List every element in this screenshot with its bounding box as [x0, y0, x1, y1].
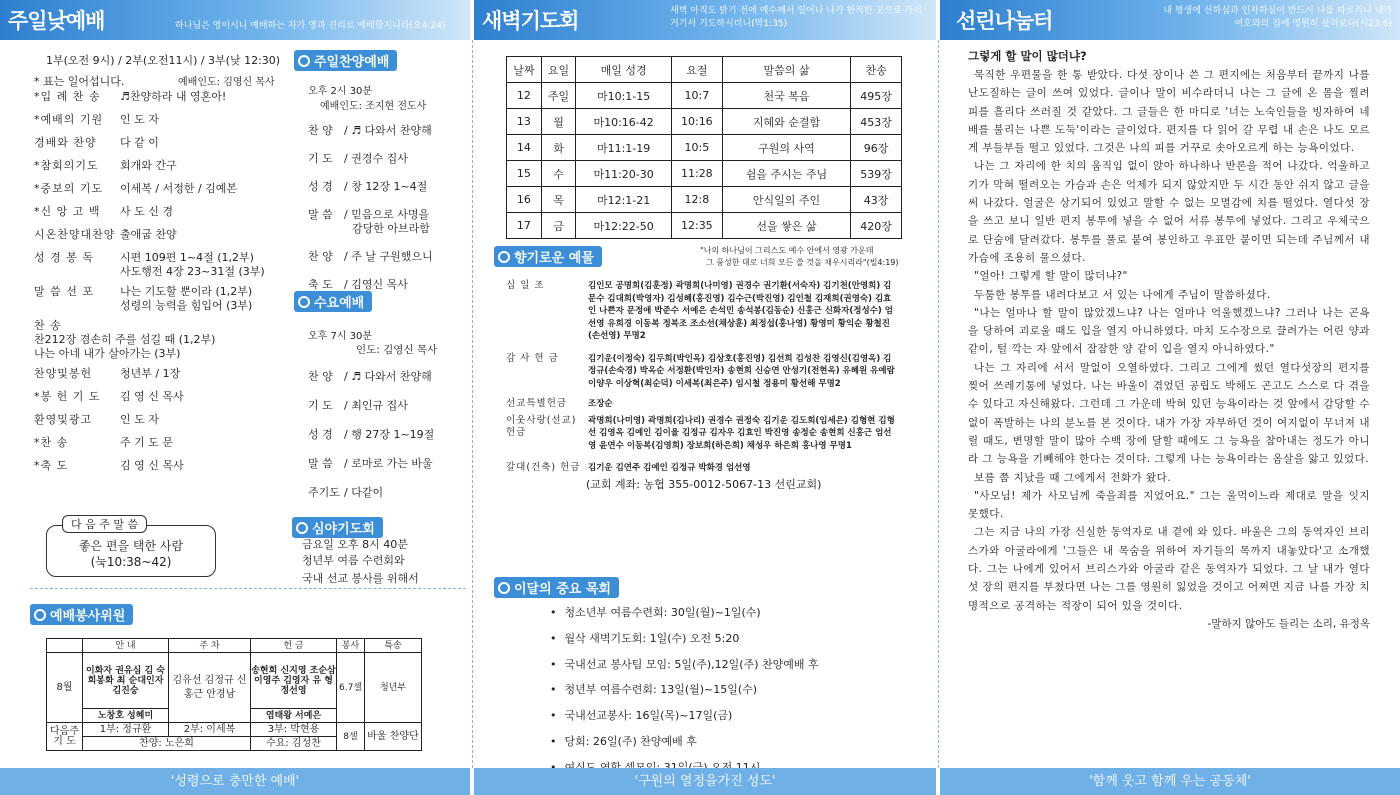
- table-cell: 마10:1-15: [576, 83, 672, 109]
- table-row: [507, 161, 902, 187]
- table-cell: 안식일의 주인: [722, 187, 850, 213]
- essay-paragraph: 나는 그 자리에 서서 말없이 오열하였다. 그리고 그에게 썼던 열다섯장의 편지를 찢어 쓰레기통에 넣었다. 나는 바울이 겪었던 공립도 박해도 곤고도 스스로 다 겪을 수 있다고 자신해왔다. 그런데 그 가운데 박혀 있던 능욕이라는 것 앞에서 감당할 수 없이 폭발하는 나의 분노를 본 것이다. 내가 가장 자부하던 것이 여지없이 무너져 내릴 때도, 변명할 말이 많아 수백 장에 달할 때에도 그 능욕을 참아내는 정도가 아니라 그 능욕을 기빼해야 한다는 것이다. 그렇게 나는 능욕이라는 옴살을 앓고 있었다.: [968, 361, 1370, 466]
- table-cell: 화: [541, 135, 576, 161]
- offering-row: [506, 415, 896, 453]
- order-row: [34, 251, 289, 279]
- volunteer-tag: 예배봉사위원: [30, 604, 133, 625]
- order-label: 찬 송: [34, 319, 62, 332]
- page-title: 주일낮예배: [8, 9, 105, 33]
- order-row: [34, 113, 289, 127]
- order-row: [34, 367, 289, 381]
- order-value-line: 나는 기도할 뿐이라 (1,2부): [120, 285, 253, 298]
- offering-category: 갈대(건축) 헌금: [506, 462, 581, 473]
- wednesday-prayer: 수요: 김성찬: [251, 737, 337, 751]
- table-row: [507, 213, 902, 239]
- table-cell: 수: [541, 161, 576, 187]
- program-value: [344, 457, 433, 471]
- guide-names: 노창호 성혜미: [83, 709, 169, 723]
- order-label: *축 도: [34, 459, 69, 472]
- offering-names: 조장순: [588, 399, 613, 409]
- program-value-line: / 주 날 구원했으니: [344, 250, 433, 263]
- verse-line: 그 풍성한 대로 너희 모든 쓸 것을 채우시리라"(빌4:19): [706, 258, 899, 267]
- night-prayer-tag: 심야기도회: [292, 517, 383, 538]
- table-cell: 쉼을 주시는 주님: [722, 161, 850, 187]
- order-row: [34, 436, 289, 450]
- program-row: [308, 208, 468, 236]
- offering-names: 김기운(이정숙) 김두희(박인옥) 김상호(홍진영) 김선희 김성찬 김영신(김영옥) 김정규(손숙경) 박옥순 서정환(박인자) 송현희 신승연 안성기(전현옥) 유혜원 유예람 이양우 이상혁(최순덕) 이세복(최은주) 임시철 정용미 황선해 무명2: [588, 353, 895, 389]
- order-row: [34, 90, 289, 104]
- program-value: [344, 250, 433, 264]
- program-label: 축 도: [308, 278, 333, 291]
- event-item: • 국내선교봉사: 16일(목)~17일(금): [550, 703, 930, 729]
- order-label: *예배의 기원: [34, 113, 104, 126]
- program-row: [308, 457, 468, 471]
- table-cell: 마10:16-42: [576, 109, 672, 135]
- event-item: • 청소년부 여름수련회: 30일(월)~1일(수): [550, 600, 930, 626]
- program-row: [308, 428, 468, 442]
- prayer-2: 2부: 이세복: [169, 723, 251, 737]
- program-value: [344, 370, 432, 384]
- service-times: 1부(오전 9시) / 2부(오전11시) / 3부(낮 12:30): [46, 54, 281, 67]
- program-label: 말 씀: [308, 457, 333, 470]
- next-week-prayer-label: 다음주 기 도: [47, 723, 83, 751]
- order-label: *중보의 기도: [34, 182, 104, 195]
- order-row: [34, 459, 289, 473]
- wednesday-time: 오후 7시 30분: [308, 331, 373, 342]
- table-cell: 15: [507, 161, 542, 187]
- order-row: [34, 228, 289, 242]
- month-cell: 8월: [47, 653, 83, 723]
- program-value: [344, 124, 432, 138]
- order-row: [34, 390, 289, 404]
- offering-names: 염태왕 서예은: [251, 709, 337, 723]
- offering-verse: [700, 245, 930, 269]
- order-value-line: 다 같 이: [120, 136, 159, 149]
- program-row: [308, 399, 468, 413]
- program-value: [344, 486, 383, 500]
- essay-paragraph: 그는 지금 나의 가장 신실한 동역자로 내 곁에 와 있다. 바울은 그의 동역자인 브리스가와 아굴라에게 '그들은 내 목숨을 위하여 자기들의 목까지 내놓았다'고 소개했다. 그는 나에게 있어서 브리스가와 아굴라 같은 동역자가 되었다. 그 날 내가 열다섯 장의 편지를 부쳤다면 나는 그를 영원히 잃었을 것이고 어쩌면 지금 나를 가장 치명적으로 공격하는 적장이 되어 있을 것이다.: [968, 526, 1370, 612]
- table-cell: 539장: [851, 161, 902, 187]
- order-label: 말 씀 선 포: [34, 285, 94, 298]
- table-cell: 10:7: [671, 83, 722, 109]
- table-cell: 마12:1-21: [576, 187, 672, 213]
- program-label: 기 도: [308, 152, 333, 165]
- offering-tag: 향기로운 예물: [494, 246, 602, 267]
- table-cell: 495장: [851, 83, 902, 109]
- offering-names: 김인모 공명희(김훈정) 곽명희(나미영) 권경수 권기환(서숙자) 김기천(안영희) 김문수 김대희(박영자) 김성혜(홍진영) 김수근(박진영) 김인철 김재희(권영숙) 김효인 나쁜자 문정애 박준수 서예은 손석민 송석봉(김동순) 신홍근 신화자(정성수) 엄선영 유희경 이동복 정복조 조소선(채상훈) 최정섭(홍나영) 황영미 황익순 황철진(손선영) 무명2: [588, 281, 893, 341]
- program-value-line: / 행 27장 1~19절: [344, 428, 435, 441]
- order-value: [120, 436, 173, 450]
- column-header: 안 내: [83, 639, 169, 653]
- praise-leader: 예배인도: 조지현 전도사: [320, 101, 427, 112]
- events-tag: 이달의 중요 목회: [494, 577, 619, 598]
- program-label: 찬 양: [308, 124, 333, 137]
- order-value: [120, 228, 177, 242]
- volunteer-table: [46, 638, 422, 751]
- order-value: [120, 90, 226, 104]
- next-sermon-title: 좋은 편을 택한 사람: [78, 539, 184, 553]
- praise-prayer: 찬양: 노은희: [83, 737, 251, 751]
- night-prayer-topic: 국내 선교 봉사를 위해서: [302, 572, 419, 585]
- order-value: [120, 459, 184, 473]
- column-header: 날짜: [507, 57, 542, 83]
- order-row: [34, 285, 289, 313]
- table-cell: 선을 쌓은 삶: [722, 213, 850, 239]
- order-value: [120, 413, 159, 427]
- table-cell: 43장: [851, 187, 902, 213]
- essay-paragraph: 묵직한 우편물을 한 통 받았다. 다섯 장이나 쓴 그 편지에는 처음부터 끝까지 나를 난도질하는 글이 쓰여 있었다. 글이나 말이 비수라더니 나는 그 글에 온 몸을 찔려 피를 흘리다 쓰러질 것 같았다. 그 글들은 한 마디로 '너는 노숙인들을 빙자하여 네 배를 불리는 나쁜 도둑'이라는 글이었다. 편지를 다 읽어 갈 무렵 내 손은 나도 모르게 부들부들 떨고 있었다. 그것은 나의 피를 거꾸로 솟아오르게 하는 능욕이었다.: [968, 69, 1370, 155]
- table-row: [507, 135, 902, 161]
- program-value: [344, 428, 434, 442]
- header-verse: 새벽 아직도 밝기 전에 예수께서 일어나 나가 한적한 곳으로 가서 거기서 기도하시더니(막1:35): [670, 6, 922, 29]
- order-label: *찬 송: [34, 436, 69, 449]
- table-cell: 14: [507, 135, 542, 161]
- program-label: 성 경: [308, 180, 333, 193]
- order-value-line: 나는 아네 내가 살아가는 (3부): [34, 347, 181, 360]
- worship-leader: 예배인도: 김영신 목사: [178, 77, 275, 88]
- order-row: [34, 205, 289, 219]
- order-value-line: 사도행전 4장 23~31절 (3부): [120, 265, 265, 278]
- next-sermon-reference: (눅10:38~42): [90, 555, 172, 569]
- order-value-line: 김 영 신 목사: [120, 390, 184, 403]
- prayer-1: 1부: 정규환: [83, 723, 169, 737]
- circle-icon: [498, 582, 510, 594]
- order-value-line: 사 도 신 경: [120, 205, 173, 218]
- essay-paragraph: "사모님! 제가 사모님께 죽을죄를 지었어요." 그는 울먹이느라 제대로 말을 잇지 못했다.: [968, 489, 1370, 521]
- order-value: [120, 182, 237, 196]
- essay-signature: -말하지 않아도 들리는 소리, 유정옥: [1207, 617, 1370, 630]
- praise-time: 오후 2시 30분: [308, 86, 373, 97]
- offering-row: [506, 280, 896, 343]
- table-cell: 10:5: [671, 135, 722, 161]
- circle-icon: [296, 522, 308, 534]
- order-label: 경배와 찬양: [34, 136, 97, 149]
- table-row: [507, 187, 902, 213]
- order-row: [34, 136, 289, 150]
- table-row: [507, 109, 902, 135]
- order-value: [120, 367, 180, 381]
- night-prayer-time: 금요일 오후 8시 40분: [302, 538, 408, 551]
- special-cell: 청년부: [365, 653, 422, 723]
- circle-icon: [498, 251, 510, 263]
- table-cell: 11:28: [671, 161, 722, 187]
- order-label: 환영및광고: [34, 413, 93, 426]
- verse-line: "나의 하나님이 그리스도 예수 안에서 영광 가운데: [700, 246, 874, 255]
- column-divider: [938, 40, 939, 768]
- order-row: [34, 413, 289, 427]
- footer-slogan: '성령으로 충만한 예배': [0, 768, 470, 795]
- program-label: 찬 양: [308, 250, 333, 263]
- table-cell: 마11:1-19: [576, 135, 672, 161]
- program-value-line: / 로마로 가는 바울: [344, 457, 433, 470]
- program-value: [344, 208, 430, 236]
- order-value-line: 인 도 자: [120, 113, 159, 126]
- circle-icon: [298, 296, 310, 308]
- program-value-line: 감당한 아브라함: [352, 222, 430, 235]
- column-header: 봉사: [337, 639, 365, 653]
- table-cell: 12:8: [671, 187, 722, 213]
- table-cell: 12:35: [671, 213, 722, 239]
- program-row: [308, 250, 468, 264]
- column-header: 매일 성경: [576, 57, 672, 83]
- order-label: *신 앙 고 백: [34, 205, 101, 218]
- program-label: 말 씀: [308, 208, 333, 221]
- program-label: 기 도: [308, 399, 333, 412]
- table-cell: 17: [507, 213, 542, 239]
- order-value: [120, 251, 265, 279]
- program-row: [308, 152, 468, 166]
- offering-category: 감 사 헌 금: [506, 352, 559, 364]
- program-value: [344, 399, 408, 413]
- circle-icon: [34, 609, 46, 621]
- offering-names: 곽명희(나미영) 곽명희(김나리) 권경수 권정숙 김기운 김도희(임세은) 김형현 김형선 김영옥 김예인 김이율 김정규 김자우 김효인 박진영 송정순 송현희 신홍근 엄선영 윤연수 이동복(김영희) 장보희(하은희) 채성우 하은희 홍나영 무명1: [588, 415, 895, 451]
- order-value-line: 시편 109편 1~4절 (1,2부): [120, 251, 254, 264]
- event-item: • 월삭 새벽기도회: 1일(수) 오전 5:20: [550, 626, 930, 652]
- header-share: [940, 0, 1400, 40]
- program-value-line: / 믿음으로 사명을: [344, 208, 430, 221]
- event-item: • 청년부 여름수련회: 13일(월)~15일(수): [550, 677, 930, 703]
- wednesday-worship-tag: 수요예배: [294, 291, 372, 312]
- column-header: 요절: [671, 57, 722, 83]
- section-title: 선린나눔터: [956, 9, 1053, 33]
- order-value: [34, 333, 215, 361]
- night-prayer-topic: 청년부 여름 수련회와: [302, 554, 405, 567]
- guide-names: 이화자 권유심 김 숙희봉화 최 순대인자 김진숭: [83, 653, 169, 709]
- header-worship: [0, 0, 470, 40]
- program-value: [344, 152, 408, 166]
- table-cell: 12: [507, 83, 542, 109]
- footer-slogan: '구원의 열정을가진 성도': [474, 768, 936, 795]
- column-divider: [472, 40, 473, 768]
- order-row: [34, 159, 289, 173]
- program-value-line: / 김영신 목사: [344, 278, 408, 291]
- column-header: 찬송: [851, 57, 902, 83]
- serve-cell: 8셀: [337, 723, 365, 751]
- essay-paragraph: 보름 쯤 지났을 때 그에게서 전화가 왔다.: [974, 471, 1172, 484]
- header-verse: 하나님은 영이시니 예배하는 자가 영과 진리로 예배할지니라(요4:24): [175, 21, 446, 31]
- wednesday-leader: 인도: 김영신 목사: [356, 344, 438, 356]
- program-value-line: / 다같이: [344, 486, 384, 499]
- order-value-line: 성령의 능력을 힘입어 (3부): [120, 299, 253, 312]
- order-value-line: 회개와 간구: [120, 159, 177, 172]
- dawn-prayer-table: [506, 56, 902, 239]
- column-header: 헌 금: [251, 639, 337, 653]
- standing-note: * 표는 일어섭니다.: [34, 75, 125, 88]
- table-cell: 마12:22-50: [576, 213, 672, 239]
- event-item: • 국내선교 봉사팀 모임: 5일(주),12일(주) 찬양예배 후: [550, 652, 930, 678]
- event-item: • 당회: 26일(주) 찬양예배 후: [550, 729, 930, 755]
- offering-row: [506, 398, 896, 411]
- offering-row: [506, 353, 896, 391]
- essay-paragraph: 두툼한 봉투를 내려다보고 서 있는 나에게 주님이 말씀하셨다.: [974, 288, 1271, 301]
- table-cell: 96장: [851, 135, 902, 161]
- order-value-line: 인 도 자: [120, 413, 159, 426]
- offering-category: 선교특별헌금: [506, 398, 568, 409]
- order-value-line: 찬212장 겸손히 주를 섬길 때 (1,2부): [34, 333, 216, 346]
- column-header: 요일: [541, 57, 576, 83]
- column-header: 주 차: [169, 639, 251, 653]
- order-label: 시온찬양대찬양: [34, 228, 116, 241]
- order-row: [34, 182, 289, 196]
- divider: [30, 588, 466, 589]
- order-value-line: 이세복 / 서정한 / 김예본: [120, 182, 238, 195]
- table-cell: 금: [541, 213, 576, 239]
- table-cell: 목: [541, 187, 576, 213]
- parking-names: 김유선 김정규 신홍근 안경남: [169, 653, 251, 723]
- table-row: [507, 83, 902, 109]
- program-value-line: / ♬ 다와서 찬양해: [344, 124, 432, 137]
- order-value-line: ♬찬양하라 내 영혼아!: [120, 90, 227, 103]
- serve-cell: 6.7셀: [337, 653, 365, 723]
- column-header: 특송: [365, 639, 422, 653]
- order-value-line: 출애굽 찬양: [120, 228, 177, 241]
- table-cell: 구원의 사역: [722, 135, 850, 161]
- table-cell: 주일: [541, 83, 576, 109]
- footer-slogan: '함께 웃고 함께 우는 공동체': [940, 768, 1400, 795]
- offering-row: [506, 462, 896, 475]
- program-value-line: / 최인규 집사: [344, 399, 408, 412]
- offering-names: 송현희 신지영 조순삼 이영주 김영자 유 형 정선영: [251, 653, 337, 709]
- header-dawn: [474, 0, 936, 40]
- order-value-line: 주 기 도 문: [120, 436, 173, 449]
- order-label: *참회의기도: [34, 159, 99, 172]
- table-cell: 10:16: [671, 109, 722, 135]
- program-value: [344, 180, 427, 194]
- essay-title: 그렇게 할 말이 많더냐?: [968, 49, 1087, 63]
- program-value-line: / 권경수 집사: [344, 152, 408, 165]
- section-title: 새벽기도회: [482, 9, 579, 33]
- essay: [968, 48, 1370, 633]
- table-cell: 16: [507, 187, 542, 213]
- program-label: 주기도: [308, 486, 340, 499]
- offering-category: 이웃사랑(선교) 헌금: [506, 414, 577, 438]
- program-row: [308, 370, 468, 384]
- program-row: [308, 278, 468, 292]
- order-value: [120, 136, 159, 150]
- order-value: [120, 159, 177, 173]
- praise-worship-tag: 주일찬양예배: [294, 50, 397, 71]
- program-row: [308, 486, 468, 500]
- events-list: [550, 600, 930, 781]
- circle-icon: [298, 55, 310, 67]
- essay-paragraph: "얼아! 그렇게 할 말이 많더냐?": [974, 270, 1128, 283]
- special-cell: 바울 찬양단: [365, 723, 422, 751]
- church-account: (교회 계좌: 농협 355-0012-5067-13 선린교회): [586, 478, 822, 491]
- order-label: *입 례 찬 송: [34, 90, 101, 103]
- order-value-line: 김 영 신 목사: [120, 459, 184, 472]
- program-label: 찬 양: [308, 370, 333, 383]
- order-value: [120, 205, 173, 219]
- order-value-line: 청년부 / 1장: [120, 367, 181, 380]
- program-row: [308, 124, 468, 138]
- table-cell: 월: [541, 109, 576, 135]
- order-value: [120, 390, 184, 404]
- order-row: [34, 319, 289, 361]
- table-cell: 지혜와 순결함: [722, 109, 850, 135]
- next-sermon-label: 다 음 주 말 씀: [62, 515, 147, 533]
- offering-list: [506, 280, 896, 475]
- column-header: 말씀의 삶: [722, 57, 850, 83]
- program-value-line: / ♬ 다와서 찬양해: [344, 370, 432, 383]
- order-value: [120, 113, 159, 127]
- program-label: 성 경: [308, 428, 333, 441]
- program-value-line: / 창 12장 1~4절: [344, 180, 428, 193]
- essay-paragraph: "나는 얼마나 할 말이 많았겠느냐? 나는 얼마나 억울했겠느냐? 그러나 나는 곤욕을 당하여 괴로울 때도 입을 열지 아니하였다. 마치 도수장으로 끌려가는 어린 양과 같이, 털 깍는 자 앞에서 잠잠한 양 같이 입을 열지 아니하였다.": [968, 306, 1370, 356]
- table-cell: 420장: [851, 213, 902, 239]
- order-value: [120, 285, 252, 313]
- table-cell: 마11:20-30: [576, 161, 672, 187]
- table-cell: 453장: [851, 109, 902, 135]
- offering-category: 십 일 조: [506, 280, 545, 291]
- table-cell: 천국 복음: [722, 83, 850, 109]
- prayer-3: 3부: 박현용: [251, 723, 337, 737]
- program-value: [344, 278, 408, 292]
- order-label: *봉 헌 기 도: [34, 390, 101, 403]
- program-row: [308, 180, 468, 194]
- header-verse: 내 평생에 선하심과 인자하심이 반드시 나를 따르리니 내가 여호와의 집에 영원히 살리로다(시23:6): [1163, 6, 1392, 29]
- offering-names: 김기운 김연주 김예인 김정규 박화경 엄선영: [588, 463, 751, 473]
- essay-paragraph: 나는 그 자리에 한 치의 움직임 없이 앉아 하나하나 반론을 적어 나갔다. 억울하고 기가 막혀 떨려오는 가슴과 손은 억제가 되지 않았지만 두 시간 동안 쉬지 않고 글을 써 나갔다. 얼굴은 상기되어 있었고 말할 수 없는 모멸감에 치를 떨었다. 열다섯 장을 쓰고 보니 일반 편지 봉투에 넣을 수 없어 서류 봉투에 넣었다. 그리고 우체국으로 단숨에 달려갔다. 봉투를 풀로 붙여 봉인하고 우표만 붙이면 되는데 주님께서 내 가슴에 조용히 물으셨다.: [968, 160, 1370, 264]
- order-label: 찬양및봉헌: [34, 367, 93, 380]
- order-label: 성 경 봉 독: [34, 251, 94, 264]
- table-cell: 13: [507, 109, 542, 135]
